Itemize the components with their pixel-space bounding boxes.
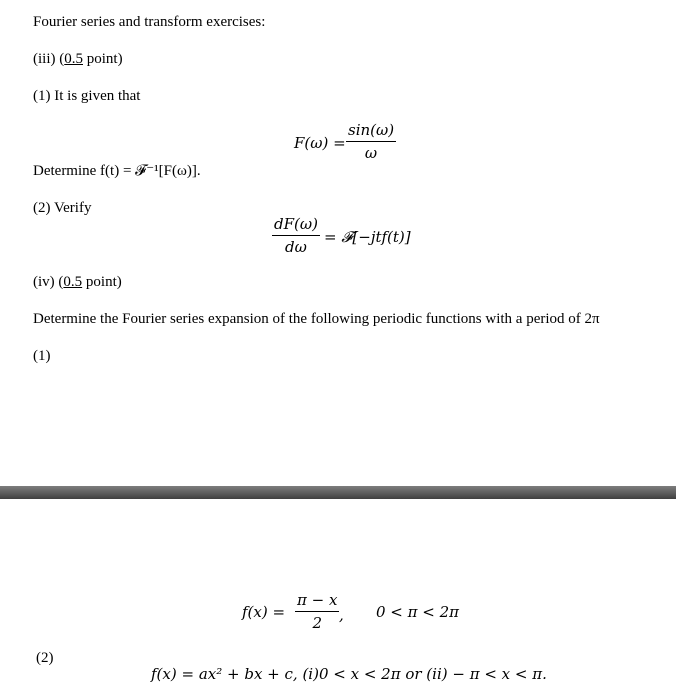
part-iii-points: 0.5 [64,51,83,67]
part-iv-post: point) [82,274,122,290]
equation-2-denominator: dω [285,238,307,256]
part-iv-label [33,273,122,291]
equation-3-numerator: π − x [297,591,338,609]
fraction-bar [295,611,339,612]
determine-inverse-transform: Determine f(t) = 𝓕⁻¹[F(ω)]. [33,163,201,179]
part-iv-points: 0.5 [63,274,83,290]
equation-1-numerator: sin(ω) [348,121,395,139]
part-iii-post: point) [83,51,123,67]
equation-3-fraction [295,591,339,632]
equation-1-lhs: F(ω) = [294,134,346,152]
item-1-label: (1) [33,348,51,364]
heading: Fourier series and transform exercises: [33,14,266,30]
determine-fourier-series: Determine the Fourier series expansion of the following periodic functions with a period of 2π [33,311,600,327]
equation-2-rhs: = 𝓕[−jtf(t)] [324,228,411,246]
equation-3-denominator: 2 [312,614,322,632]
equation-3-condition: 0 < π < 2π [376,603,460,621]
equation-1-fraction [346,121,396,162]
equation-3-lhs: f(x) = [242,603,286,621]
part-iv-pre: (iv) ( [33,274,64,290]
fraction-bar [346,141,396,142]
page-divider [0,486,676,499]
question-1-intro: (1) It is given that [33,88,141,104]
equation-2-numerator: dF(ω) [274,215,318,233]
part-iii-pre: (iii) ( [33,51,65,67]
part-iii-label [33,50,123,68]
item-2-label: (2) [36,650,54,666]
equation-3-comma: , [339,606,344,624]
equation-1-denominator: ω [364,144,378,162]
question-2-verify: (2) Verify [33,200,92,216]
fraction-bar [272,235,320,236]
equation-2-fraction [272,215,320,256]
equation-4: f(x) = ax² + bx + c, (i)0 < x < 2π or (ii) − π < x < π. [151,665,547,683]
